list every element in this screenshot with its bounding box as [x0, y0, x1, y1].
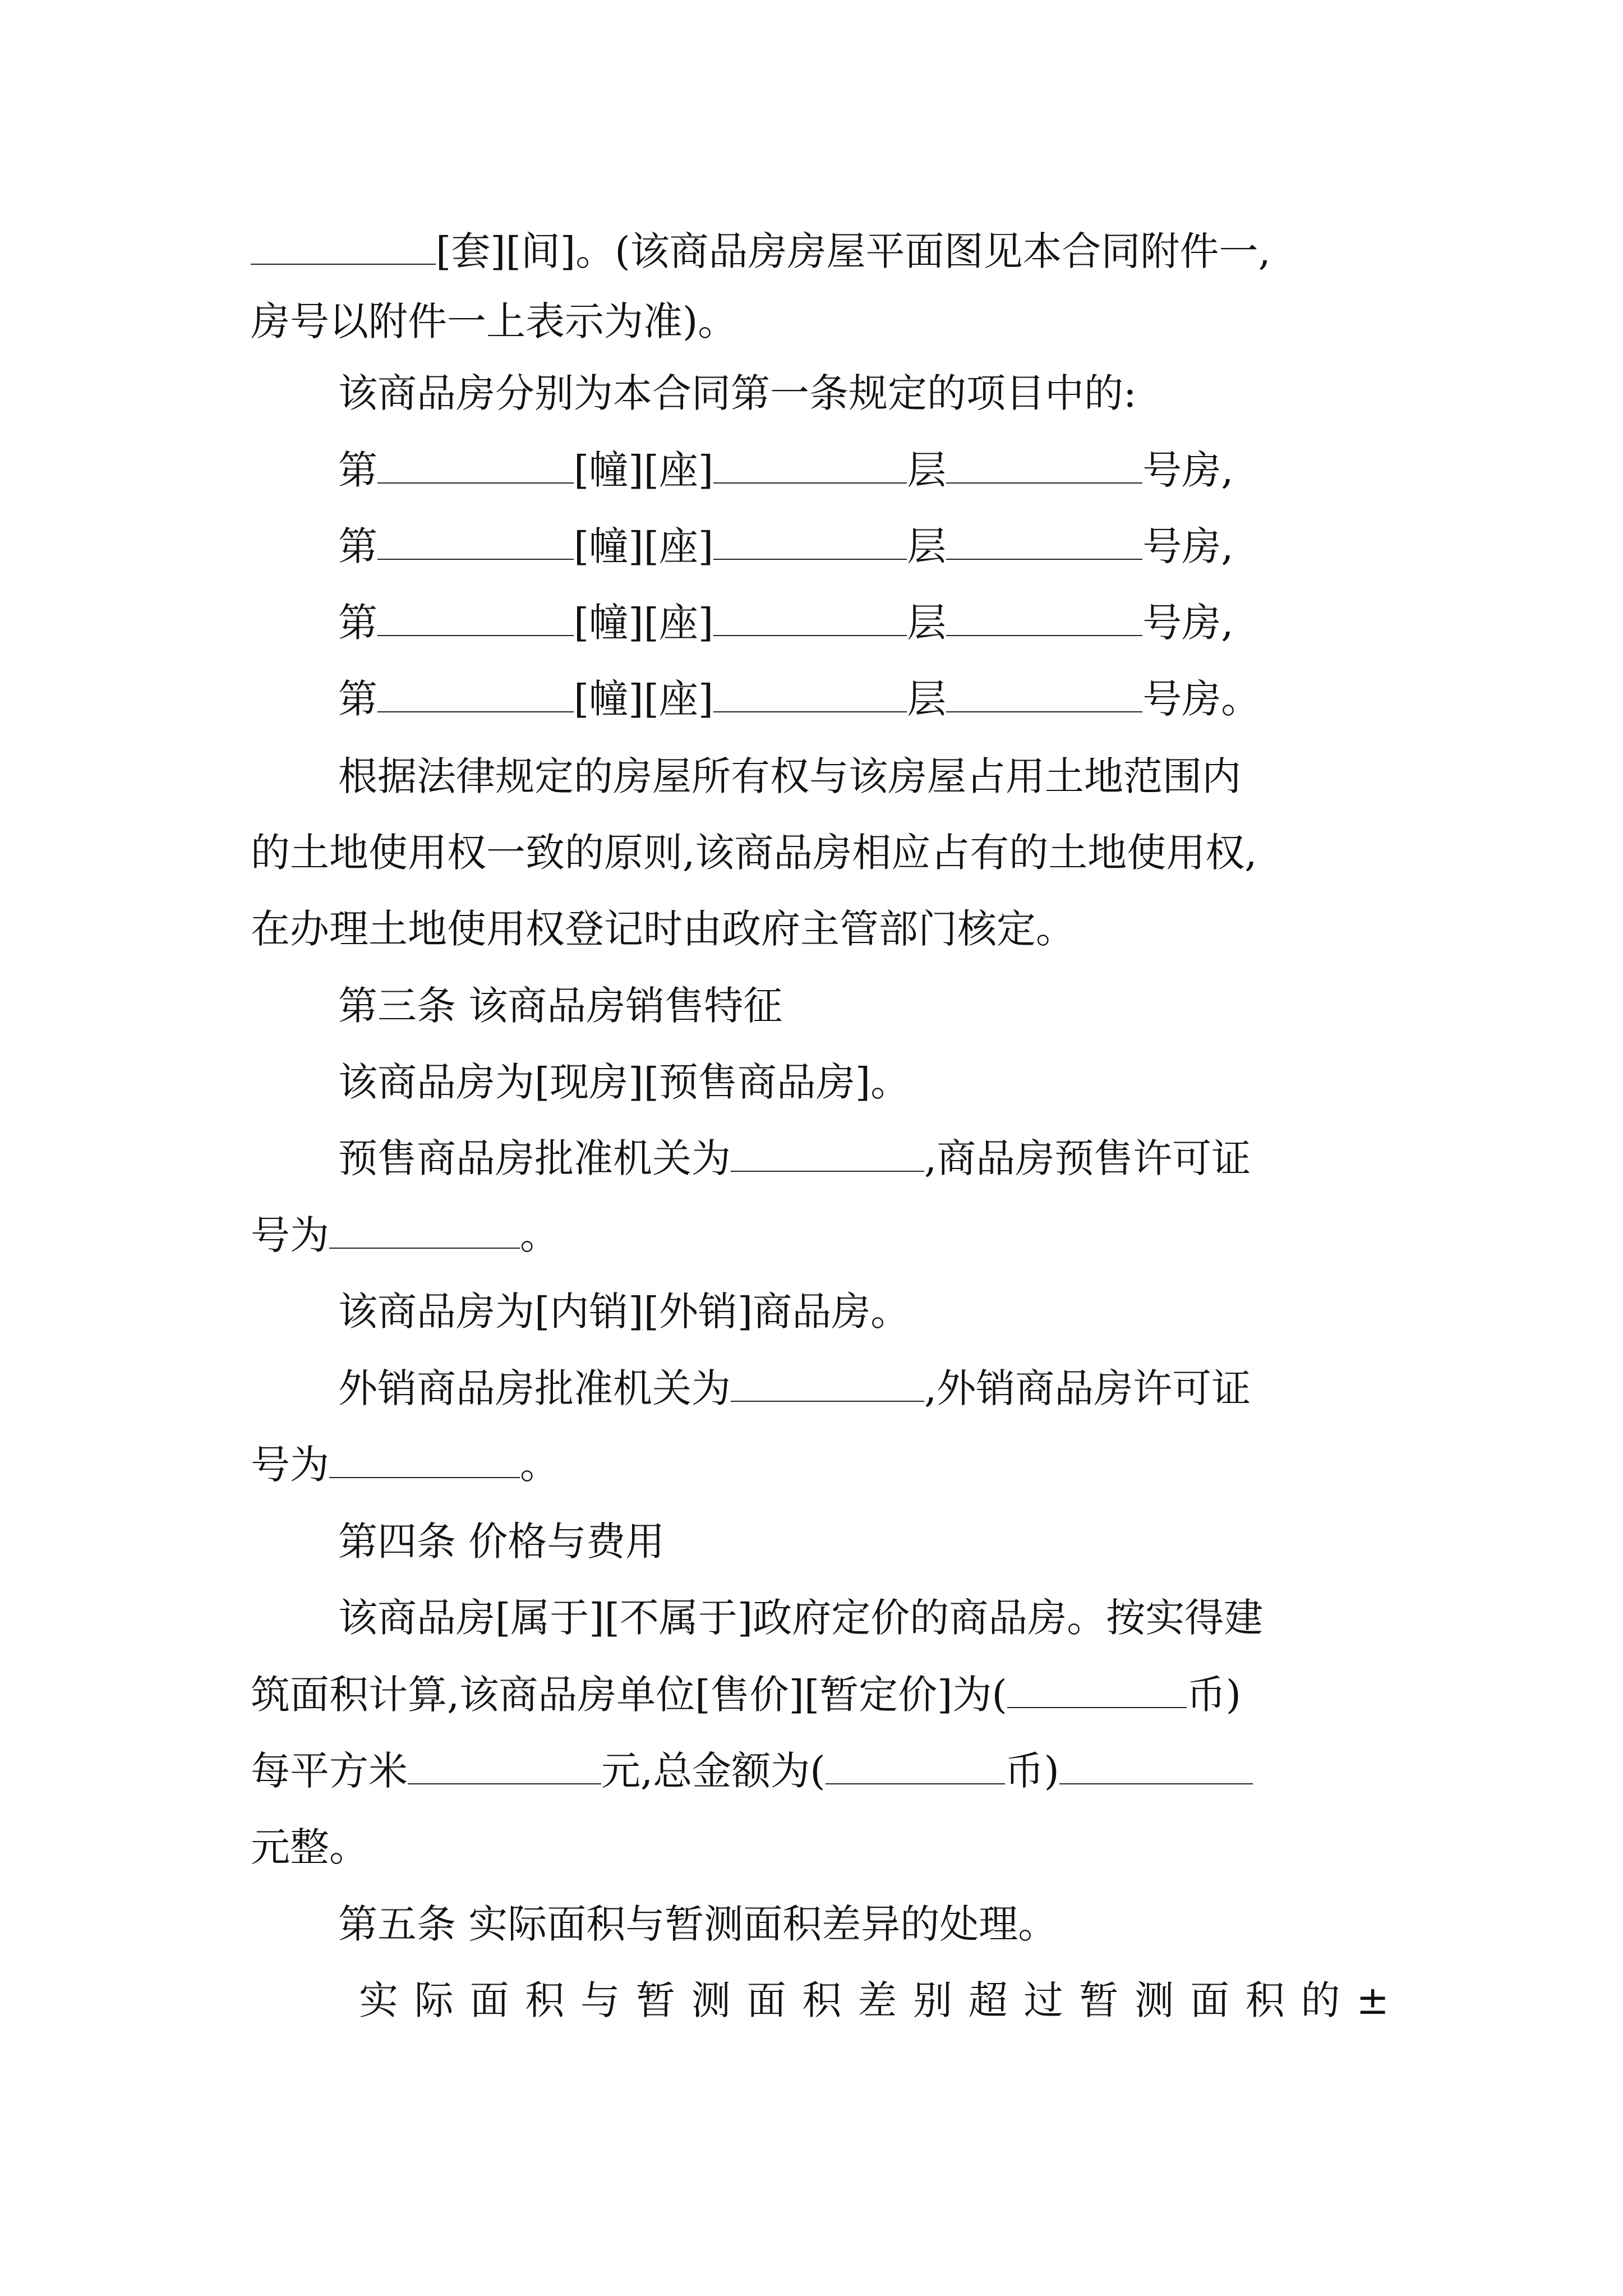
fill-blank[interactable]: [731, 1366, 924, 1402]
text-line: [338, 1125, 1389, 1192]
text-line: 该商品房分别为本合同第一条规定的项目中的:: [338, 370, 1137, 416]
text-segment: 。: [520, 1212, 559, 1258]
fill-blank[interactable]: [377, 448, 574, 484]
text-segment: [套][间]。(该商品房房屋平面图见本合同附件一,: [436, 228, 1271, 274]
text-segment: [幢][座]: [574, 600, 714, 646]
text-segment: 币): [1004, 1748, 1059, 1794]
text-line: 实际面积与暂测面积差别超过暂测面积的±: [359, 1977, 1389, 2023]
fill-blank[interactable]: [946, 524, 1142, 560]
fill-blank[interactable]: [377, 600, 574, 636]
text-line: 在办理土地使用权登记时由政府主管部门核定。: [251, 906, 1075, 952]
fill-blank[interactable]: [329, 1442, 520, 1478]
fill-blank[interactable]: [713, 600, 907, 636]
text-segment: 号房。: [1142, 676, 1261, 722]
text-line: 的土地使用权一致的原则,该商品房相应占有的土地使用权,: [251, 830, 1257, 876]
text-segment: 号房,: [1142, 447, 1234, 493]
text-segment: 预售商品房批准机关为: [338, 1135, 731, 1181]
unit-line: [338, 665, 1389, 733]
section-heading: 第五条 实际面积与暂测面积差异的处理。: [338, 1901, 1058, 1947]
fill-blank[interactable]: [377, 677, 574, 712]
text-line: [251, 1661, 1389, 1728]
text-segment: 外销商品房批准机关为: [338, 1365, 731, 1411]
text-line: [338, 1355, 1389, 1422]
text-line: 房号以附件一上表示为准)。: [251, 298, 737, 344]
text-segment: 号房,: [1142, 600, 1234, 646]
text-segment: [幢][座]: [574, 523, 714, 569]
text-segment: 层: [907, 523, 947, 569]
unit-line: [338, 436, 1389, 504]
fill-blank[interactable]: [329, 1213, 520, 1249]
fill-blank[interactable]: [1007, 1672, 1187, 1708]
text-segment: 层: [907, 447, 947, 493]
fill-blank[interactable]: [713, 677, 907, 712]
fill-blank[interactable]: [946, 448, 1142, 484]
unit-line: [338, 589, 1389, 656]
text-line: [251, 1737, 1389, 1805]
fill-blank[interactable]: [826, 1749, 1005, 1784]
section-heading: 第三条 该商品房销售特征: [338, 983, 783, 1029]
text-segment: [幢][座]: [574, 676, 714, 722]
text-segment: 第: [338, 523, 377, 569]
text-segment: 每平方米: [251, 1748, 408, 1794]
text-segment: 号为: [251, 1442, 329, 1488]
text-segment: 层: [907, 676, 947, 722]
fill-blank[interactable]: [408, 1749, 601, 1784]
fill-blank[interactable]: [713, 448, 907, 484]
text-line: 元整。: [251, 1824, 368, 1870]
text-line: [251, 1202, 1389, 1269]
text-line: [251, 1431, 1389, 1498]
fill-blank[interactable]: [251, 229, 436, 265]
fill-blank[interactable]: [731, 1136, 924, 1172]
text-line: 该商品房为[内销][外销]商品房。: [338, 1289, 910, 1335]
text-segment: 第: [338, 600, 377, 646]
text-segment: [幢][座]: [574, 447, 714, 493]
text-segment: 元,总金额为(: [601, 1748, 826, 1794]
section-heading: 第四条 价格与费用: [338, 1519, 665, 1565]
text-segment: ,外销商品房许可证: [924, 1365, 1251, 1411]
fill-blank[interactable]: [377, 524, 574, 560]
text-segment: 第: [338, 447, 377, 493]
fill-blank[interactable]: [1059, 1749, 1253, 1784]
text-line: 根据法律规定的房屋所有权与该房屋占用土地范围内: [338, 753, 1241, 799]
text-segment: ,商品房预售许可证: [924, 1135, 1251, 1181]
text-segment: 号房,: [1142, 523, 1234, 569]
text-segment: 币): [1186, 1672, 1242, 1718]
text-segment: 层: [907, 600, 947, 646]
text-segment: 第: [338, 676, 377, 722]
text-line: 该商品房[属于][不属于]政府定价的商品房。按实得建: [338, 1595, 1264, 1641]
text-segment: 筑面积计算,该商品房单位[售价][暂定价]为(: [251, 1672, 1007, 1718]
fill-blank[interactable]: [946, 600, 1142, 636]
fill-blank[interactable]: [946, 677, 1142, 712]
unit-line: [338, 513, 1389, 580]
fill-blank[interactable]: [713, 524, 907, 560]
text-line: [251, 218, 1389, 285]
text-segment: 。: [520, 1442, 559, 1488]
text-line: 该商品房为[现房][预售商品房]。: [338, 1059, 910, 1105]
text-segment: 号为: [251, 1212, 329, 1258]
